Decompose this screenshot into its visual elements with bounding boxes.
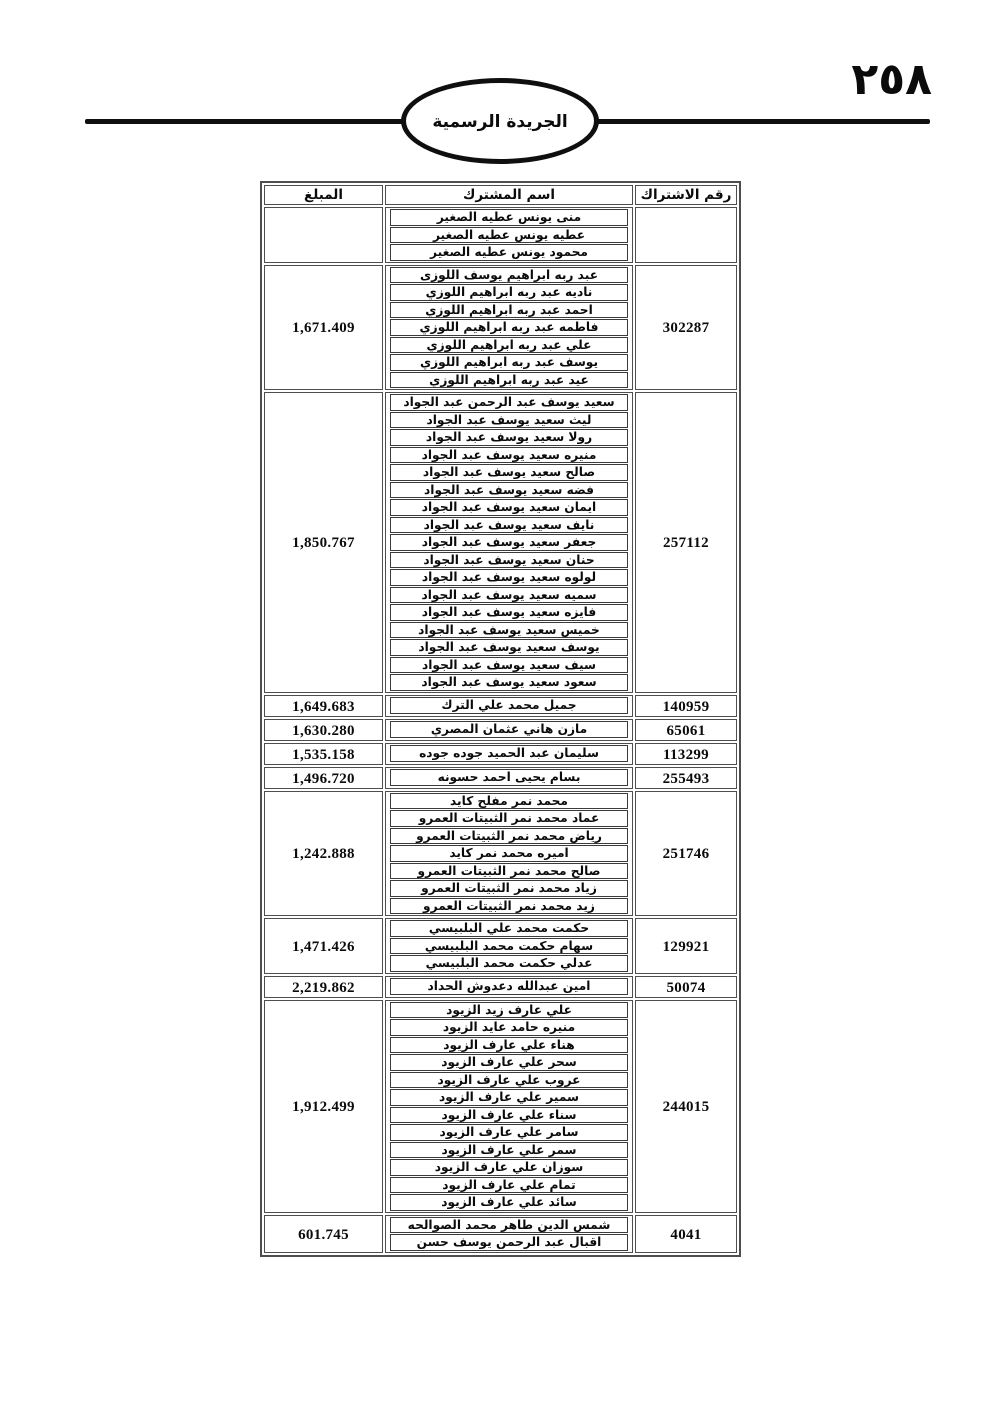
group-row <box>264 719 737 741</box>
amount-value: 1,850.767 <box>292 535 355 552</box>
subscriber-names-cell <box>385 791 633 917</box>
page-number: ٢٥٨ <box>851 54 932 105</box>
name-box: سميه سعيد يوسف عبد الجواد <box>390 587 628 604</box>
name-box: حنان سعيد يوسف عبد الجواد <box>390 552 628 569</box>
subscription-number-cell <box>635 743 737 765</box>
subscriber-names-cell <box>385 918 633 974</box>
group-row <box>264 695 737 717</box>
amount-cell <box>264 207 383 263</box>
name-box: نايف سعيد يوسف عبد الجواد <box>390 517 628 534</box>
name-box: فاطمه عبد ربه ابراهيم اللوزي <box>390 319 628 336</box>
name-box: سليمان عبد الحميد جوده جوده <box>390 745 628 762</box>
amount-value: 1,912.499 <box>292 1099 355 1115</box>
name-box: محمود يونس عطيه الصغير <box>390 244 628 261</box>
amount-cell <box>264 743 383 765</box>
column-header-subscription-number: رقم الاشتراك <box>635 185 737 205</box>
group-row <box>264 1215 737 1253</box>
amount-value: 1,471.426 <box>292 938 355 955</box>
amount-value: 1,649.683 <box>292 698 355 715</box>
name-box: سهام حكمت محمد البلبيسي <box>390 938 628 955</box>
name-box: زيد محمد نمر الثبيتات العمرو <box>390 898 628 915</box>
subscription-number-cell <box>635 1215 737 1253</box>
amount-cell <box>264 719 383 741</box>
amount-value: 1,535.158 <box>292 746 355 763</box>
subscription-number: 257112 <box>663 535 709 552</box>
name-box: ليث سعيد يوسف عبد الجواد <box>390 412 628 429</box>
subscription-number-cell <box>635 1000 737 1213</box>
name-box: سعود سعيد يوسف عبد الجواد <box>390 674 628 691</box>
subscription-number: 255493 <box>662 770 710 787</box>
subscription-number: 244015 <box>662 1099 710 1115</box>
amount-cell <box>264 918 383 974</box>
group-row <box>264 767 737 789</box>
name-box: رياض محمد نمر الثبيتات العمرو <box>390 828 628 845</box>
subscriber-names-cell <box>385 719 633 741</box>
name-box: لولوه سعيد يوسف عبد الجواد <box>390 569 628 586</box>
group-row <box>264 918 737 974</box>
amount-cell <box>264 1215 383 1253</box>
subscribers-table-wrap <box>260 181 741 1257</box>
name-box: فايزه سعيد يوسف عبد الجواد <box>390 604 628 621</box>
amount-cell <box>264 767 383 789</box>
subscription-number-cell <box>635 207 737 263</box>
subscriber-names-cell <box>385 265 633 391</box>
subscription-number-cell <box>635 265 737 391</box>
name-box: فضه سعيد يوسف عبد الجواد <box>390 482 628 499</box>
group-row <box>264 265 737 391</box>
subscribers-table <box>260 181 741 1257</box>
name-box: مازن هاني عثمان المصري <box>390 721 628 738</box>
name-box: علي عبد ربه ابراهيم اللوزي <box>390 337 628 354</box>
name-box: زياد محمد نمر الثبيتات العمرو <box>390 880 628 897</box>
name-box: احمد عبد ربه ابراهيم اللوزي <box>390 302 628 319</box>
subscriber-names-cell <box>385 392 633 693</box>
subscriber-names-cell <box>385 767 633 789</box>
name-box: ناديه عبد ربه ابراهيم اللوزي <box>390 284 628 301</box>
column-header-subscriber-name: اسم المشترك <box>385 185 633 205</box>
name-box: امين عبدالله دعدوش الحداد <box>390 978 628 995</box>
table-header-row <box>264 185 737 205</box>
gazette-title: الجريدة الرسمية <box>432 112 568 132</box>
amount-value: 2,219.862 <box>292 979 355 996</box>
name-box: يوسف عبد ربه ابراهيم اللوزي <box>390 354 628 371</box>
group-row <box>264 207 737 263</box>
name-box: منيره حامد عايد الزيود <box>390 1019 628 1036</box>
gazette-banner <box>401 78 599 164</box>
name-box: تمام علي عارف الزيود <box>390 1177 628 1194</box>
table-body <box>264 207 737 1253</box>
group-row <box>264 976 737 998</box>
subscription-number-cell <box>635 976 737 998</box>
group-row <box>264 743 737 765</box>
subscription-number: 50074 <box>666 979 706 996</box>
amount-cell <box>264 791 383 917</box>
name-box: منيره سعيد يوسف عبد الجواد <box>390 447 628 464</box>
subscription-number: 140959 <box>662 698 710 715</box>
name-box: سمر علي عارف الزيود <box>390 1142 628 1159</box>
name-box: سعيد يوسف عبد الرحمن عبد الجواد <box>390 394 628 411</box>
name-box: سامر علي عارف الزيود <box>390 1124 628 1141</box>
name-box: منى يونس عطيه الصغير <box>390 209 628 226</box>
amount-cell <box>264 265 383 391</box>
subscription-number: 129921 <box>662 938 710 955</box>
amount-value: 1,671.409 <box>292 320 355 337</box>
name-box: يوسف سعيد يوسف عبد الجواد <box>390 639 628 656</box>
amount-value: 1,496.720 <box>292 770 355 787</box>
subscriber-names-cell <box>385 207 633 263</box>
amount-cell <box>264 976 383 998</box>
name-box: عروب علي عارف الزيود <box>390 1072 628 1089</box>
name-box: علي عارف زيد الزيود <box>390 1002 628 1019</box>
name-box: سيف سعيد يوسف عبد الجواد <box>390 657 628 674</box>
subscriber-names-cell <box>385 743 633 765</box>
amount-cell <box>264 695 383 717</box>
name-box: خميس سعيد يوسف عبد الجواد <box>390 622 628 639</box>
name-box: سائد علي عارف الزيود <box>390 1194 628 1211</box>
name-box: صالح سعيد يوسف عبد الجواد <box>390 464 628 481</box>
column-header-amount: المبلغ <box>264 185 383 205</box>
name-box: سوزان علي عارف الزيود <box>390 1159 628 1176</box>
amount-cell <box>264 392 383 693</box>
name-box: هناء علي عارف الزيود <box>390 1037 628 1054</box>
subscription-number: 251746 <box>662 846 710 863</box>
name-box: جعفر سعيد يوسف عبد الجواد <box>390 534 628 551</box>
amount-value: 1,242.888 <box>292 846 355 863</box>
name-box: شمس الدين طاهر محمد الصوالحه <box>390 1217 628 1234</box>
name-box: محمد نمر مفلح كايد <box>390 793 628 810</box>
subscription-number-cell <box>635 791 737 917</box>
name-box: عيد عبد ربه ابراهيم اللوزي <box>390 372 628 389</box>
subscriber-names-cell <box>385 1000 633 1213</box>
group-row <box>264 791 737 917</box>
group-row <box>264 1000 737 1213</box>
name-box: اقبال عبد الرحمن يوسف حسن <box>390 1234 628 1251</box>
subscription-number: 4041 <box>670 1226 702 1243</box>
name-box: جميل محمد علي الترك <box>390 697 628 714</box>
name-box: حكمت محمد علي البلبيسي <box>390 920 628 937</box>
name-box: بسام يحيى احمد حسونه <box>390 769 628 786</box>
name-box: عبد ربه ابراهيم يوسف اللوزى <box>390 267 628 284</box>
name-box: اميره محمد نمر كايد <box>390 845 628 862</box>
name-box: رولا سعيد يوسف عبد الجواد <box>390 429 628 446</box>
name-box: سناء علي عارف الزيود <box>390 1107 628 1124</box>
amount-cell <box>264 1000 383 1213</box>
subscriber-names-cell <box>385 695 633 717</box>
name-box: عطيه يونس عطيه الصغير <box>390 227 628 244</box>
subscriber-names-cell <box>385 1215 633 1253</box>
name-box: سمير علي عارف الزيود <box>390 1089 628 1106</box>
subscription-number-cell <box>635 392 737 693</box>
subscriber-names-cell <box>385 976 633 998</box>
group-row <box>264 392 737 693</box>
name-box: سحر علي عارف الزيود <box>390 1054 628 1071</box>
name-box: صالح محمد نمر الثبيتات العمرو <box>390 863 628 880</box>
subscription-number-cell <box>635 719 737 741</box>
amount-value: 1,630.280 <box>292 722 355 739</box>
subscription-number: 65061 <box>666 722 706 739</box>
subscription-number: 302287 <box>662 320 710 337</box>
subscription-number-cell <box>635 695 737 717</box>
subscription-number-cell <box>635 918 737 974</box>
name-box: عماد محمد نمر الثبيتات العمرو <box>390 810 628 827</box>
amount-value: 601.745 <box>298 1226 349 1243</box>
subscription-number-cell <box>635 767 737 789</box>
name-box: ايمان سعيد يوسف عبد الجواد <box>390 499 628 516</box>
subscription-number: 113299 <box>663 746 709 763</box>
name-box: عدلي حكمت محمد البلبيسي <box>390 955 628 972</box>
